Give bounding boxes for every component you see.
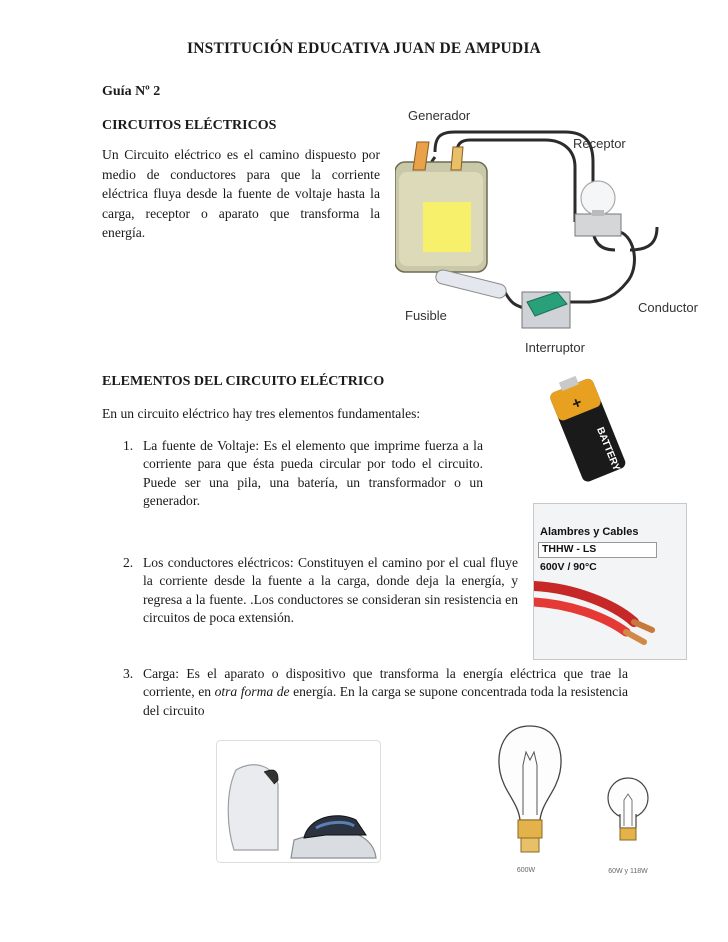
irons-image (216, 740, 381, 863)
page-title: INSTITUCIÓN EDUCATIVA JUAN DE AMPUDIA (187, 40, 541, 57)
label-receptor: Receptor (573, 136, 626, 151)
list-item (123, 437, 483, 510)
generator-icon (395, 142, 487, 272)
small-bulb-label: 60W y 118W (608, 868, 648, 875)
guide-number: Guía Nº 2 (102, 84, 161, 99)
list-item-text: Los conductores eléctricos: Constituyen el camino por el cual fluye la corriente desde la fuente a la carga, donde deja la energía, y regresa a la fuente. .Los conductores se consideran sin resistencia en circuitos de poca extensión. (143, 555, 518, 625)
battery-image (538, 372, 638, 484)
small-bulb-image (598, 770, 658, 875)
section-heading-elements: ELEMENTOS DEL CIRCUITO ELÉCTRICO (102, 374, 385, 389)
circuit-diagram (395, 102, 715, 360)
list-item-number: 2. (123, 555, 134, 570)
cable-code: THHW - LS (538, 542, 657, 558)
list-item-text: Carga: Es el aparato o dispositivo que transforma la energía eléctrica que trae la corriente, en (143, 666, 628, 700)
label-fuse: Fusible (405, 308, 447, 323)
elements-intro: En un circuito eléctrico hay tres elementos fundamentales: (102, 406, 421, 421)
cable-wire-icon (534, 574, 686, 654)
cable-spec: 600V / 90°C (540, 561, 597, 573)
receptor-icon (575, 181, 621, 236)
section-heading-circuits: CIRCUITOS ELÉCTRICOS (102, 118, 277, 133)
list-item (123, 554, 518, 627)
cable-title: Alambres y Cables (540, 526, 639, 538)
svg-text:+: + (569, 394, 585, 414)
switch-icon (522, 292, 570, 328)
label-generator: Generador (408, 108, 471, 123)
iron-icon (228, 765, 278, 850)
circuit-definition-paragraph: Un Circuito eléctrico es el camino dispuesto por medio de conductores para que la corriente eléctrica fluya desde la fuente de voltaje hasta la carga, receptor o aparato que transforma la energía. (102, 147, 380, 241)
battery-label: BATTERY (594, 425, 622, 473)
label-switch: Interruptor (525, 340, 585, 355)
list-item-italic: otra forma de (214, 684, 290, 700)
large-bulb-label: 600W (516, 867, 536, 874)
list-item-text: La fuente de Voltaje: Es el elemento que imprime fuerza a la corriente para que ésta pueda circular por todo el circuito. Puede ser una pila, una batería, un transformador o un generador. (143, 438, 483, 508)
label-conductor: Conductor (638, 300, 698, 315)
large-bulb-image (490, 720, 570, 875)
list-item-number: 1. (123, 438, 134, 453)
cable-image (533, 503, 687, 660)
list-item (123, 665, 629, 720)
list-item-number: 3. (123, 666, 134, 681)
fuse-icon (434, 268, 507, 299)
list-item-text: energía. En la carga se supone concentrada toda la resistencia del circuito (143, 684, 629, 718)
